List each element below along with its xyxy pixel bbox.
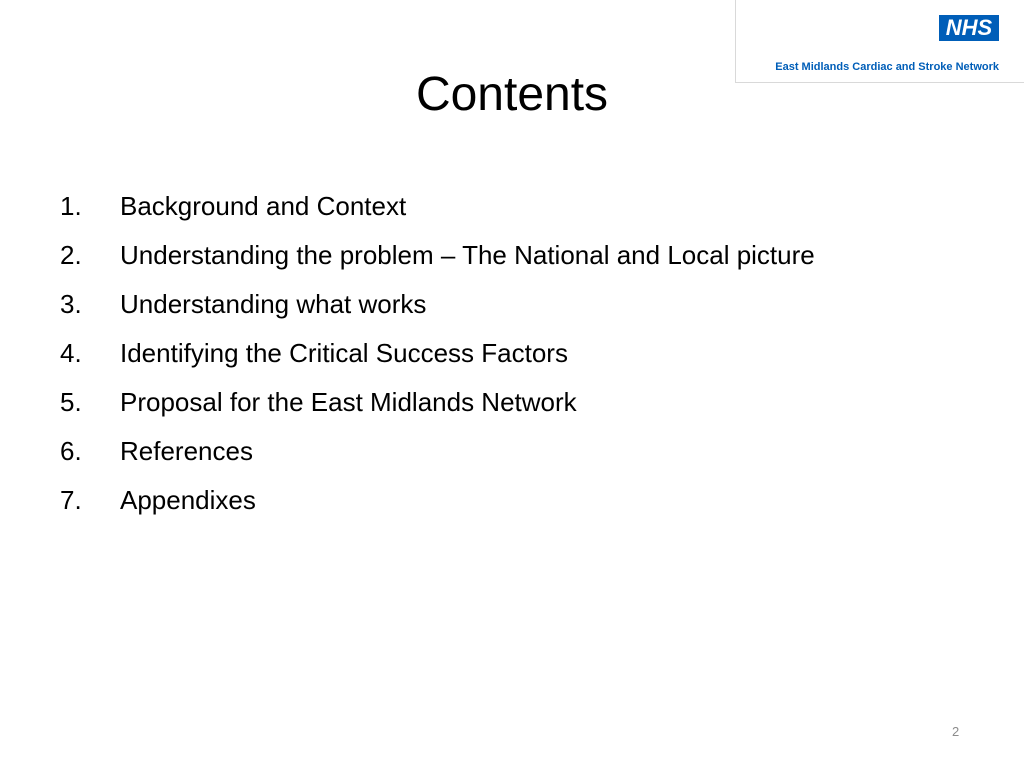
item-label: Proposal for the East Midlands Network xyxy=(120,387,577,417)
contents-item xyxy=(60,182,815,231)
item-number: 6. xyxy=(60,436,82,466)
item-label: Understanding the problem – The National and Local picture xyxy=(120,240,815,270)
item-label: References xyxy=(120,436,253,466)
contents-item xyxy=(60,329,815,378)
item-label: Background and Context xyxy=(120,191,407,221)
contents-item xyxy=(60,280,815,329)
item-number: 7. xyxy=(60,485,82,515)
page-title: Contents xyxy=(415,68,609,121)
item-number: 5. xyxy=(60,387,82,417)
nhs-logo: NHS xyxy=(939,15,999,41)
contents-list xyxy=(60,182,815,525)
contents-item xyxy=(60,378,815,427)
item-number: 4. xyxy=(60,338,82,368)
item-label: Appendixes xyxy=(120,485,256,515)
org-name: East Midlands Cardiac and Stroke Network xyxy=(775,61,999,73)
contents-item xyxy=(60,427,815,476)
contents-item xyxy=(60,476,815,525)
item-number: 1. xyxy=(60,191,82,221)
item-number: 2. xyxy=(60,240,82,270)
contents-item xyxy=(60,231,815,280)
item-label: Identifying the Critical Success Factors xyxy=(120,338,568,368)
item-label: Understanding what works xyxy=(120,289,427,319)
item-number: 3. xyxy=(60,289,82,319)
page-number: 2 xyxy=(952,724,960,739)
